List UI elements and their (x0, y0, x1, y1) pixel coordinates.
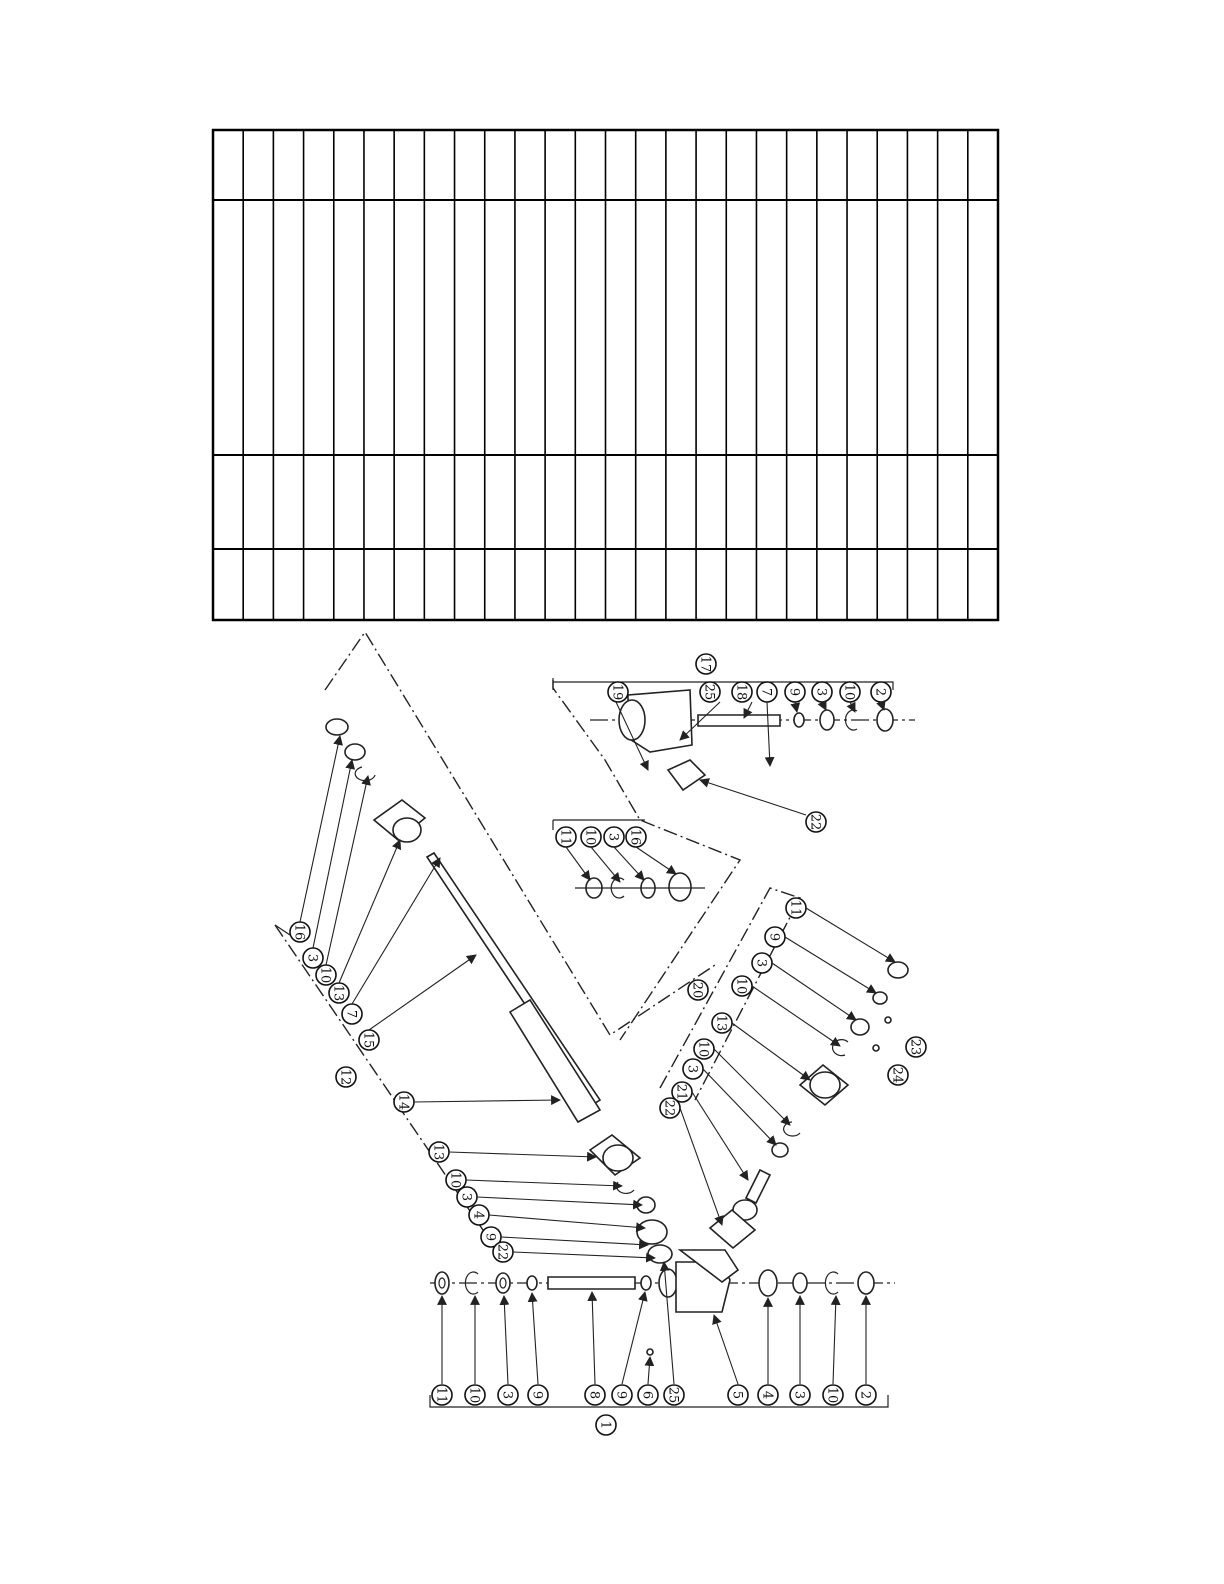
leader-line (648, 1357, 650, 1384)
callout-number: 16 (291, 923, 307, 941)
callout-number: 9 (482, 1232, 498, 1242)
callout-15 (359, 1030, 379, 1050)
callout-number: 3 (304, 953, 320, 963)
callout-22 (493, 1242, 513, 1262)
callout-number: 10 (317, 966, 333, 984)
leader-line (622, 1292, 645, 1384)
callout-10 (316, 965, 336, 985)
leader-line (504, 1296, 508, 1384)
callout-balloons (290, 654, 926, 1435)
callout-number: 1 (597, 1420, 613, 1430)
main-shaft (548, 1277, 635, 1289)
callout-number: 3 (791, 1390, 807, 1400)
callout-25 (664, 1385, 684, 1405)
callout-10 (581, 827, 601, 847)
callout-4 (469, 1205, 489, 1225)
leader-line (752, 986, 840, 1046)
callout-9 (765, 927, 785, 947)
callout-number: 13 (713, 1014, 729, 1032)
leader-line (772, 963, 856, 1020)
callout-10 (465, 1385, 485, 1405)
callout-13 (712, 1013, 732, 1033)
leader-line (352, 858, 440, 1004)
callout-number: 19 (609, 683, 625, 701)
callout-25 (700, 682, 720, 702)
callout-19 (608, 682, 628, 702)
callout-number: 22 (807, 813, 823, 831)
callout-number: 10 (695, 1040, 711, 1058)
callout-number: 10 (447, 1171, 463, 1189)
callout-2 (856, 1385, 876, 1405)
callout-9 (528, 1385, 548, 1405)
callout-number: 8 (586, 1390, 602, 1400)
leader-line (767, 702, 770, 766)
bearing-left (435, 1272, 449, 1294)
callout-number: 13 (430, 1143, 446, 1161)
drive-shaft (427, 853, 600, 1105)
callout-3 (790, 1385, 810, 1405)
callout-6 (638, 1385, 658, 1405)
callout-number: 23 (907, 1038, 923, 1056)
callout-3 (812, 682, 832, 702)
callout-number: 25 (665, 1386, 681, 1404)
leader-line (700, 780, 806, 815)
callout-10 (694, 1039, 714, 1059)
callout-18 (732, 682, 752, 702)
callout-8 (585, 1385, 605, 1405)
callout-number: 3 (499, 1390, 515, 1400)
callout-3 (604, 827, 624, 847)
callout-number: 14 (395, 1093, 411, 1111)
leader-line (369, 955, 476, 1030)
leader-line (591, 847, 620, 882)
callout-11 (556, 827, 576, 847)
callout-11 (432, 1385, 452, 1405)
callout-number: 3 (753, 958, 769, 968)
callout-number: 10 (841, 683, 857, 701)
callout-10 (840, 682, 860, 702)
leader-line (532, 1293, 538, 1384)
leader-line (489, 1215, 645, 1228)
callout-4 (758, 1385, 778, 1405)
leader-line (449, 1152, 596, 1157)
leader-line (313, 760, 352, 948)
callout-number: 9 (786, 687, 802, 697)
callout-2 (871, 682, 891, 702)
callout-7 (757, 682, 777, 702)
leader-line (785, 937, 876, 993)
leader-line (680, 1108, 722, 1225)
callout-1 (596, 1415, 616, 1435)
main-gearbox-assembly (430, 1250, 895, 1355)
leader-line (822, 702, 826, 710)
leader-line (692, 1092, 748, 1180)
leader-line (714, 1315, 738, 1384)
callout-number: 9 (613, 1390, 629, 1400)
callout-number: 4 (759, 1390, 775, 1400)
callout-7 (342, 1004, 362, 1024)
leader-line (592, 1292, 595, 1384)
leader-line (833, 1296, 836, 1384)
callout-number: 9 (529, 1390, 545, 1400)
leader-line (614, 847, 644, 880)
callout-14 (394, 1092, 414, 1112)
leader-line (466, 1180, 622, 1186)
callout-number: 22 (494, 1243, 510, 1261)
callout-number: 22 (661, 1099, 677, 1117)
callout-24 (888, 1065, 908, 1085)
callout-number: 25 (701, 683, 717, 701)
callout-22 (806, 812, 826, 832)
leader-line (477, 1197, 642, 1205)
leader-line (326, 776, 368, 965)
leader-line (806, 908, 895, 962)
callout-5 (728, 1385, 748, 1405)
callout-number: 5 (729, 1390, 745, 1400)
callout-number: 11 (557, 828, 573, 846)
bevel-gear-left (637, 1220, 667, 1244)
callout-number: 6 (639, 1390, 655, 1400)
callout-number: 13 (330, 984, 346, 1002)
callout-number: 3 (605, 832, 621, 842)
callout-number: 9 (766, 932, 782, 942)
callout-number: 10 (466, 1386, 482, 1404)
callout-20 (688, 980, 708, 1000)
leader-line (795, 702, 797, 712)
drive-tube (510, 1000, 600, 1122)
callout-number: 11 (787, 899, 803, 917)
leader-line (513, 1252, 655, 1258)
callout-10 (732, 976, 752, 996)
callout-12 (336, 1067, 356, 1087)
callout-number: 2 (857, 1390, 873, 1400)
callout-number: 3 (684, 1064, 700, 1074)
callout-9 (785, 682, 805, 702)
leader-line (636, 847, 676, 874)
callout-3 (752, 953, 772, 973)
callout-number: 7 (758, 687, 774, 697)
callout-10 (823, 1385, 843, 1405)
bushing-left (496, 1273, 510, 1293)
callout-13 (429, 1142, 449, 1162)
callout-22 (660, 1098, 680, 1118)
callout-16 (290, 922, 310, 942)
callout-number: 12 (337, 1068, 353, 1086)
callout-number: 10 (824, 1386, 840, 1404)
callout-number: 15 (360, 1031, 376, 1049)
callout-number: 3 (813, 687, 829, 697)
leader-line (732, 1023, 810, 1080)
callout-number: 16 (627, 828, 643, 846)
callout-number: 21 (673, 1083, 689, 1101)
callout-number: 10 (582, 828, 598, 846)
callout-number: 3 (458, 1192, 474, 1202)
callout-number: 24 (889, 1066, 905, 1084)
callout-16 (626, 827, 646, 847)
callout-3 (498, 1385, 518, 1405)
callout-3 (683, 1059, 703, 1079)
callout-17 (696, 654, 716, 674)
callout-number: 17 (697, 655, 713, 673)
callout-number: 2 (872, 687, 888, 697)
callout-number: 7 (343, 1009, 359, 1019)
grease-fitting (647, 1349, 653, 1355)
leader-line (339, 840, 400, 983)
bevel-gear-right (759, 1270, 777, 1296)
leader-line (414, 1100, 560, 1102)
leader-line (714, 1049, 790, 1125)
callout-3 (457, 1187, 477, 1207)
leader-line (501, 1237, 648, 1245)
callout-3 (303, 948, 323, 968)
leader-line (703, 1069, 776, 1145)
washer-left (527, 1276, 537, 1290)
right-gear-assembly (710, 962, 908, 1248)
callout-number: 4 (470, 1210, 486, 1220)
callout-11 (786, 898, 806, 918)
callout-9 (612, 1385, 632, 1405)
callout-number: 11 (433, 1386, 449, 1404)
callout-number: 20 (689, 981, 705, 999)
leader-line (566, 847, 590, 880)
leader-line (300, 736, 340, 922)
callout-13 (329, 983, 349, 1003)
callout-number: 10 (733, 977, 749, 995)
callout-23 (906, 1037, 926, 1057)
callout-number: 18 (733, 683, 749, 701)
